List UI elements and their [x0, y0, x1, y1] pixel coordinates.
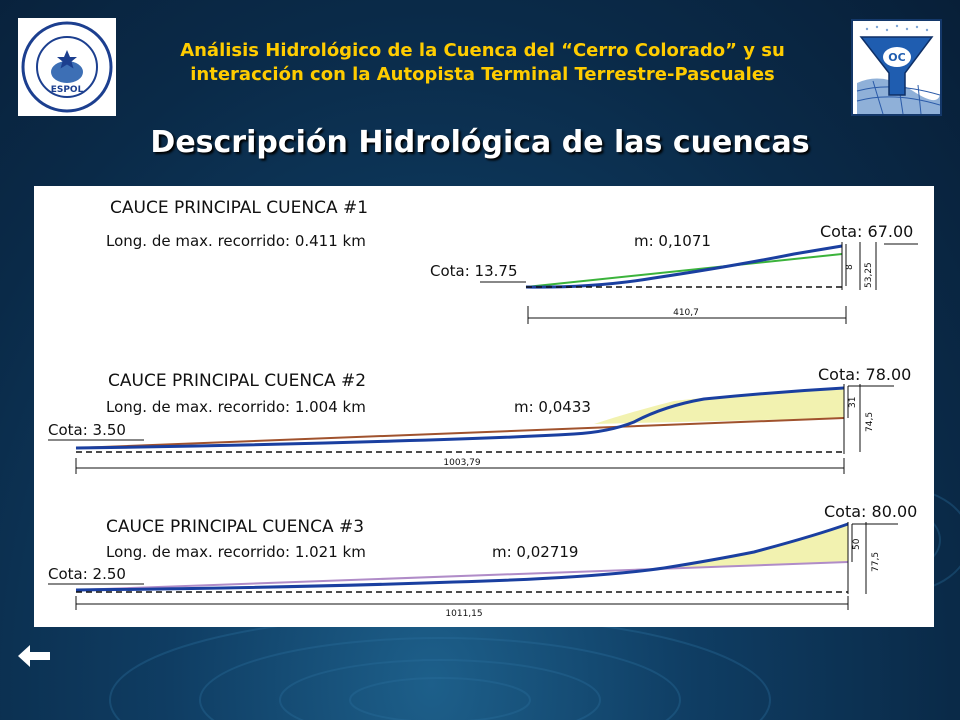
profile-3-dim-inner: 50 [852, 538, 862, 550]
profile-3-cota-start: Cota: 2.50 [48, 565, 126, 583]
profile-2-dim-length: 1003,79 [443, 458, 481, 468]
oc-funnel-logo [851, 19, 942, 116]
profile-2 [48, 365, 911, 474]
profile-2-title: CAUCE PRINCIPAL CUENCA #2 [108, 371, 367, 391]
profile-2-slope-line [76, 418, 844, 448]
profile-1-length-label: Long. de max. recorrido: 0.411 km [106, 232, 366, 250]
profiles-panel [34, 186, 934, 627]
profile-3-length-label: Long. de max. recorrido: 1.021 km [106, 543, 366, 561]
header-title-line1: Análisis Hidrológico de la Cuenca del “Cerro Colorado” y su [180, 40, 785, 61]
profile-1-slope-line [526, 254, 842, 287]
profile-2-dim-inner: 31 [848, 396, 858, 408]
back-arrow-icon [16, 640, 52, 672]
profile-1-cota-start: Cota: 13.75 [430, 262, 518, 280]
profile-3-dim-length: 1011,15 [445, 609, 483, 619]
profile-1-slope-label: m: 0,1071 [634, 232, 711, 250]
back-arrow-button[interactable] [16, 640, 52, 672]
profile-1-cota-end: Cota: 67.00 [820, 222, 914, 241]
oc-logo-text: OC [888, 51, 906, 64]
profile-3-title: CAUCE PRINCIPAL CUENCA #3 [106, 517, 365, 537]
slide-title: Descripción Hidrológica de las cuencas [150, 125, 810, 160]
profile-1-channel [526, 246, 842, 287]
profile-3-cota-end: Cota: 80.00 [824, 502, 918, 521]
profile-3-slope-label: m: 0,02719 [492, 543, 579, 561]
profile-1-dim-length: 410,7 [673, 308, 699, 318]
profile-2-cota-end: Cota: 78.00 [818, 365, 912, 384]
espol-logo [18, 18, 116, 116]
profile-1 [106, 198, 918, 324]
profile-1-dim-inner: 8 [845, 264, 855, 270]
profile-2-length-label: Long. de max. recorrido: 1.004 km [106, 398, 366, 416]
espol-logo-inner-text: ESPOL [50, 85, 84, 95]
profile-2-dim-outer: 74,5 [865, 411, 875, 432]
profile-1-dim-outer: 53,25 [864, 262, 874, 288]
profile-3-slope-line [76, 562, 848, 590]
profile-3-dim-outer: 77,5 [871, 551, 881, 572]
header-title [125, 39, 840, 87]
profile-1-title: CAUCE PRINCIPAL CUENCA #1 [110, 198, 369, 218]
header-title-line2: interacción con la Autopista Terminal Terrestre-Pascuales [190, 64, 775, 85]
profile-2-slope-label: m: 0,0433 [514, 398, 591, 416]
profile-3 [48, 502, 917, 619]
profile-2-cota-start: Cota: 3.50 [48, 421, 126, 439]
